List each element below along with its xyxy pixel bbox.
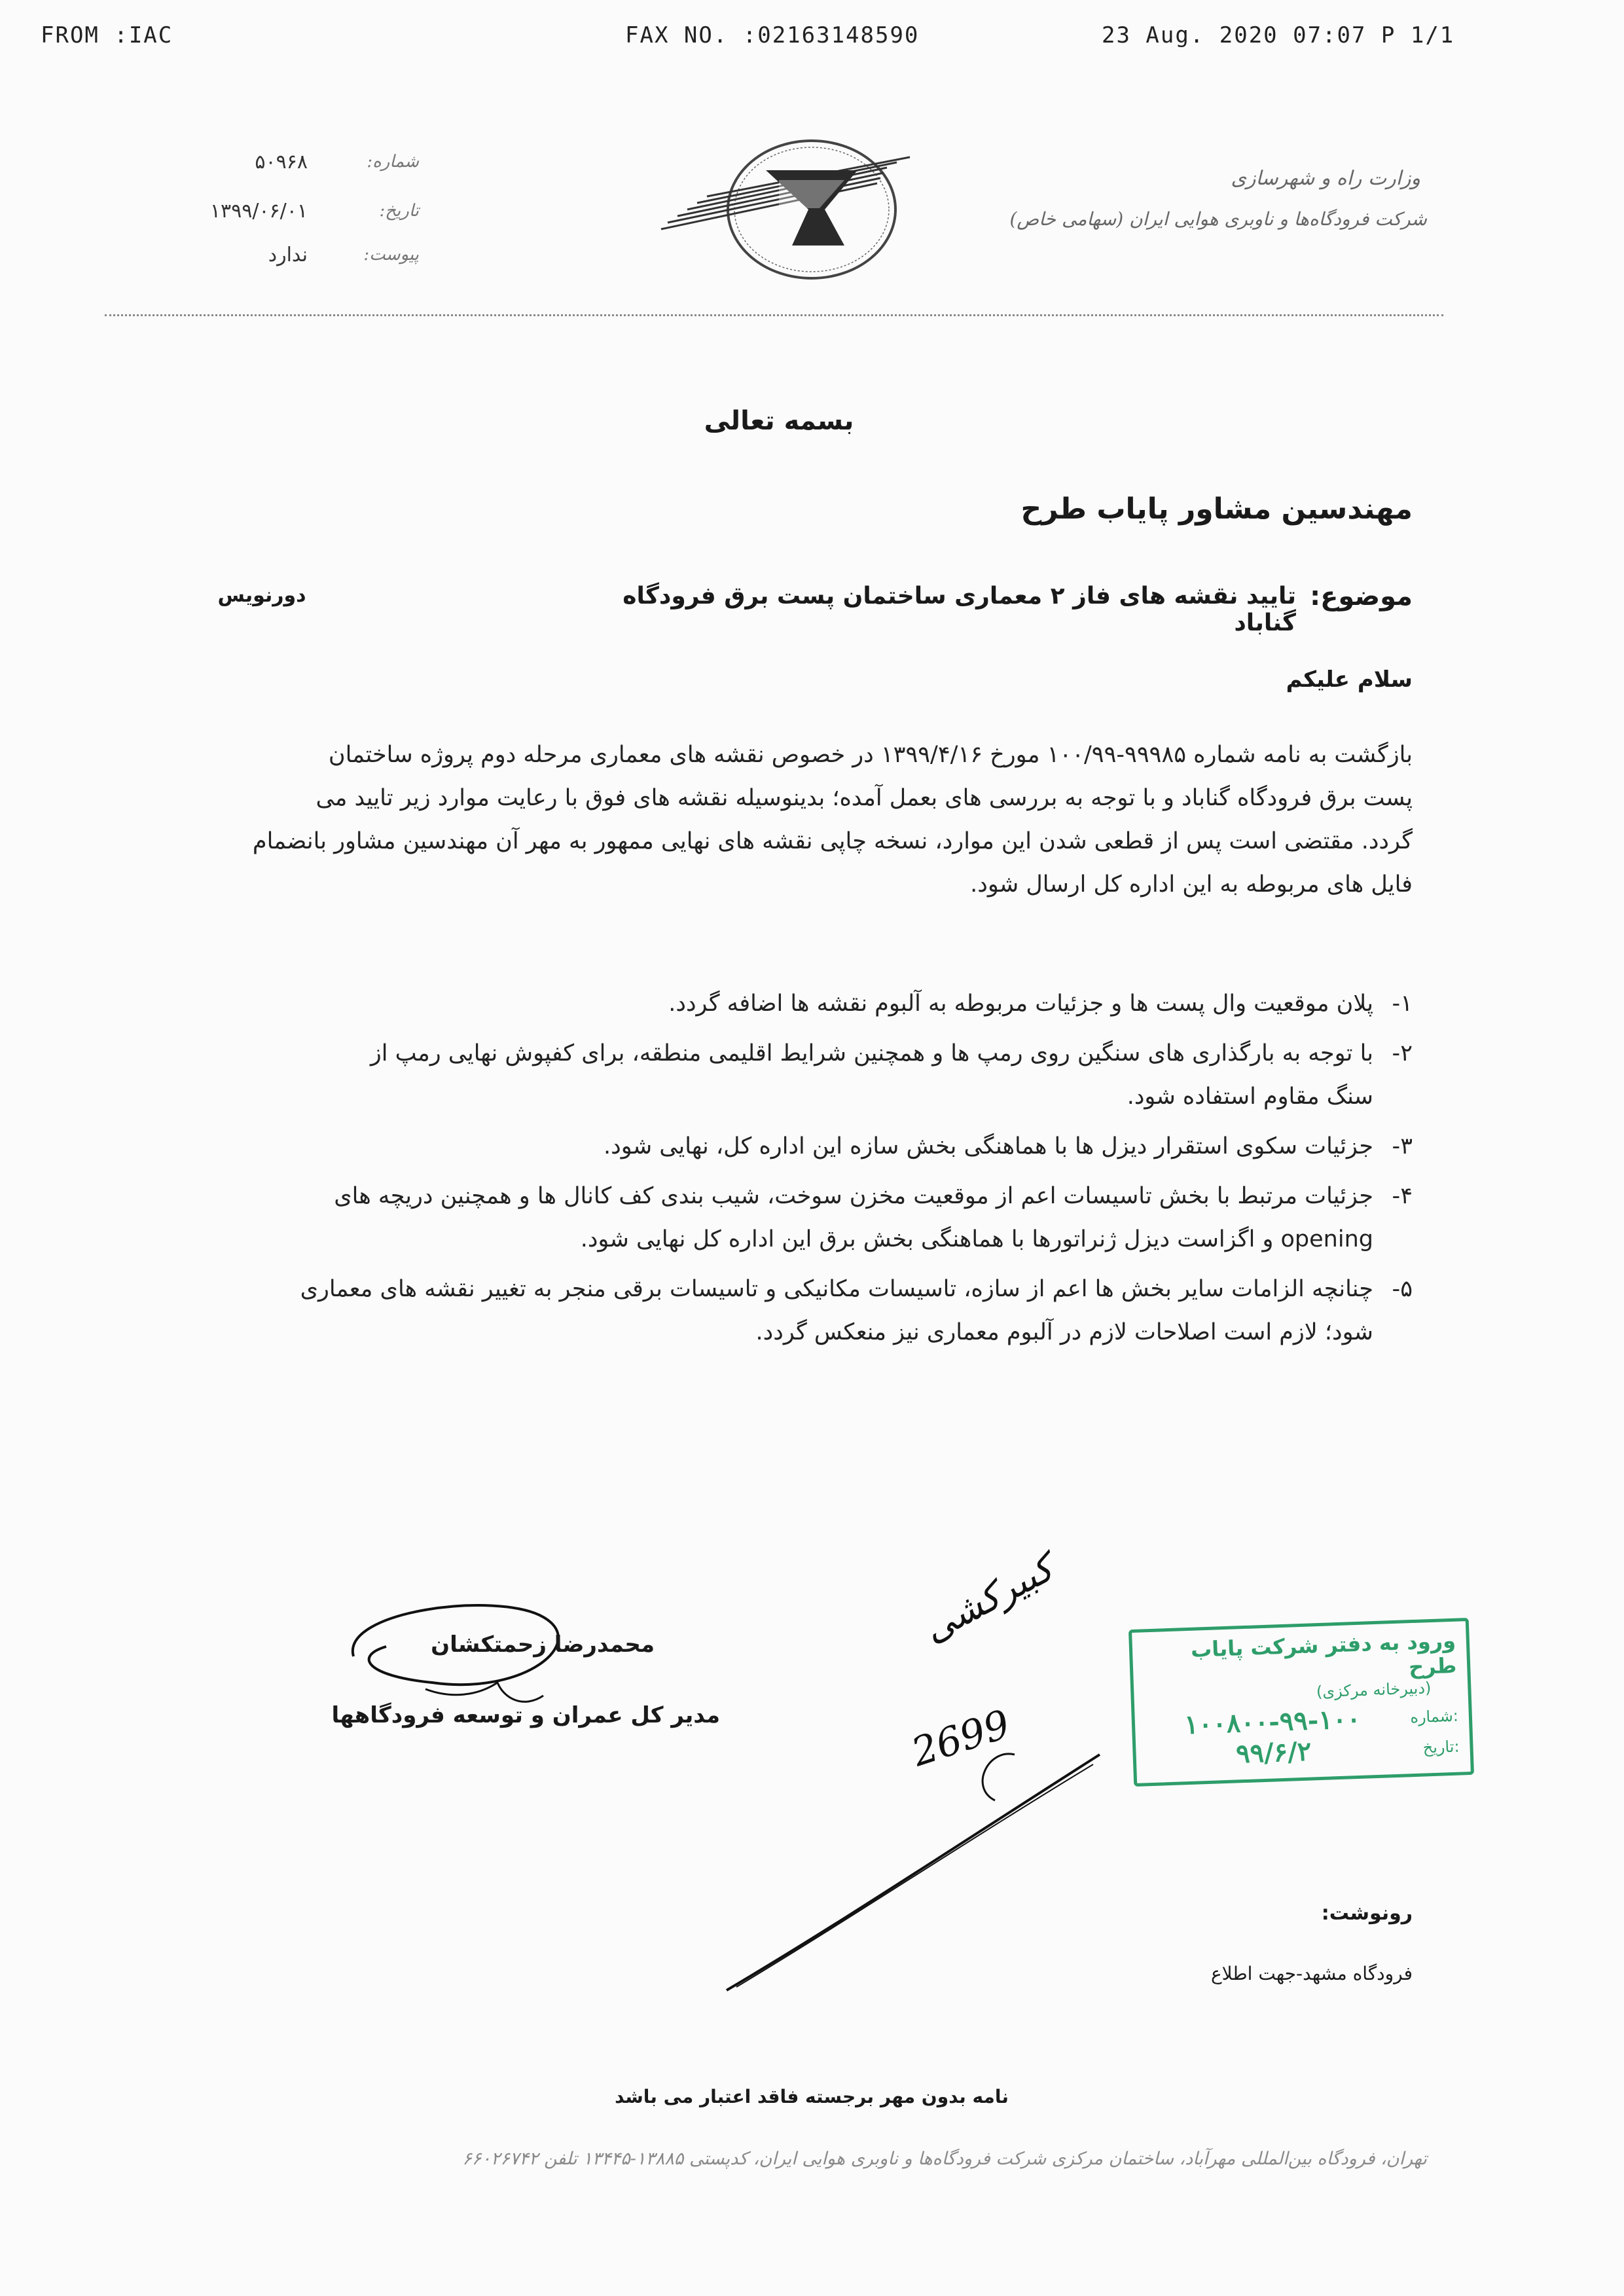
recipient: مهندسین مشاور پایاب طرح — [1020, 492, 1413, 526]
header-divider — [105, 314, 1443, 316]
handwritten-note: کبیرکشی — [916, 1547, 1061, 1651]
body-paragraph — [154, 733, 1413, 906]
list-item — [154, 1267, 1413, 1354]
item-number: ۲- — [1392, 1040, 1413, 1066]
stamp-title: ورود به دفتر شرکت پایاب طرح — [1190, 1628, 1457, 1680]
body-line: بازگشت به نامه شماره ۹۹۹۸۵-۱۰۰/۹۹ مورخ ۱۳۹۹/۴/۱۶ در خصوص نقشه های معماری مرحله دوم پروژه ساختمان — [328, 742, 1413, 768]
letter-attachment-label: پیوست: — [363, 245, 419, 264]
item-line: opening و اگزاست دیزل ژنراتورها با هماهنگی بخش برق این اداره کل نهایی شود. — [580, 1226, 1373, 1252]
company-logo — [648, 131, 929, 288]
footer-address: تهران، فرودگاه بین‌المللی مهرآباد، ساختمان مرکزی شرکت فرودگاه‌ها و ناوبری هوایی ایران، کدپستی ۱۳۸۸۵-۱۳۴۴۵ تلفن ۶۶۰۲۶۷۴۲ — [462, 2149, 1427, 2169]
list-item — [154, 1125, 1413, 1168]
item-line: جزئیات سکوی استقرار دیزل ها با هماهنگی بخش سازه این اداره کل، نهایی شود. — [604, 1133, 1373, 1159]
body-line: پست برق فرودگاه گناباد و با توجه به بررسی های بعمل آمده؛ بدینوسیله نقشه های فوق با رعایت موارد زیر تایید می — [316, 785, 1413, 811]
letter-number-value: ۵۰۹۶۸ — [255, 151, 308, 173]
handwritten-number: 2699 — [906, 1701, 1016, 1776]
body-line: فایل های مربوطه به این اداره کل ارسال شود. — [970, 871, 1413, 898]
item-number: ۵- — [1392, 1276, 1413, 1302]
letter-date-value: ۱۳۹۹/۰۶/۰۱ — [209, 200, 308, 223]
stamp-date-label: تاریخ: — [1422, 1737, 1460, 1757]
item-number: ۴- — [1392, 1183, 1413, 1209]
ministry-name: وزارت راه و شهرسازی — [1231, 167, 1420, 190]
list-item — [154, 1032, 1413, 1118]
fax-datetime: 23 Aug. 2020 07:07 P 1/1 — [1102, 22, 1455, 48]
list-item — [154, 982, 1413, 1025]
item-line: پلان موقعیت وال پست ها و جزئیات مربوطه به آلبوم نقشه ها اضافه گردد. — [668, 991, 1373, 1017]
subject-text: تایید نقشه های فاز ۲ معماری ساختمان پست برق فرودگاه گناباد — [623, 583, 1296, 636]
cc-label: رونوشت: — [1321, 1902, 1413, 1925]
stamp-number-value: ۱۰۰۸۰۰-۹۹-۱۰۰ — [1183, 1703, 1362, 1741]
greeting: سلام علیکم — [1286, 666, 1413, 693]
letter-number-label: شماره: — [367, 152, 419, 172]
list-item — [154, 1175, 1413, 1261]
item-number: ۱- — [1392, 991, 1413, 1017]
item-line: شود؛ لازم است اصلاحات لازم در آلبوم معماری نیز منعکس گردد. — [755, 1319, 1373, 1345]
requirements-list — [154, 982, 1413, 1360]
item-number: ۳- — [1392, 1133, 1413, 1159]
body-line: گردد. مقتضی است پس از قطعی شدن این موارد، نسخه چاپی نقشه های نهایی ممهور به مهر آن مهندسین مشاور بانضمام — [252, 828, 1413, 854]
stamp-subtitle: (دبیرخانه مرکزی) — [1316, 1679, 1432, 1702]
received-stamp — [1128, 1618, 1474, 1787]
letter-attachment-value: ندارد — [268, 244, 308, 266]
fax-marker: دورنویس — [217, 584, 306, 607]
stamp-date-value: ۹۹/۶/۲ — [1235, 1736, 1312, 1770]
subject-label: موضوع: — [1310, 581, 1413, 611]
item-line: جزئیات مرتبط با بخش تاسیسات اعم از موقعیت مخزن سوخت، شیب بندی کف کانال ها و همچنین دریچه های — [334, 1183, 1373, 1209]
signatory-title: مدیر کل عمران و توسعه فرودگاهها — [331, 1702, 720, 1728]
invocation: بسمه تعالی — [704, 406, 854, 436]
fax-number: FAX NO. :02163148590 — [625, 22, 920, 48]
validity-note: نامه بدون مهر برجسته فاقد اعتبار می باشد — [615, 2086, 1009, 2107]
item-line: سنگ مقاوم استفاده شود. — [1127, 1084, 1373, 1110]
letter-date-label: تاریخ: — [379, 201, 419, 221]
pen-stroke — [707, 1728, 1113, 2003]
signatory-name: محمدرضا زحمتکشان — [431, 1631, 655, 1658]
company-name: شرکت فرودگاه‌ها و ناوبری هوایی ایران (سهامی خاص) — [1009, 208, 1427, 230]
stamp-number-label: شماره: — [1409, 1706, 1459, 1726]
fax-from: FROM :IAC — [41, 22, 173, 48]
item-line: با توجه به بارگذاری های سنگین روی رمپ ها و همچنین شرایط اقلیمی منطقه، برای کفپوش نهایی رمپ از — [370, 1040, 1373, 1066]
cc-entry: فرودگاه مشهد-جهت اطلاع — [1210, 1963, 1413, 1984]
item-line: چنانچه الزامات سایر بخش ها اعم از سازه، تاسیسات مکانیکی و تاسیسات برقی منجر به تغییر نقشه های معماری — [300, 1276, 1373, 1302]
